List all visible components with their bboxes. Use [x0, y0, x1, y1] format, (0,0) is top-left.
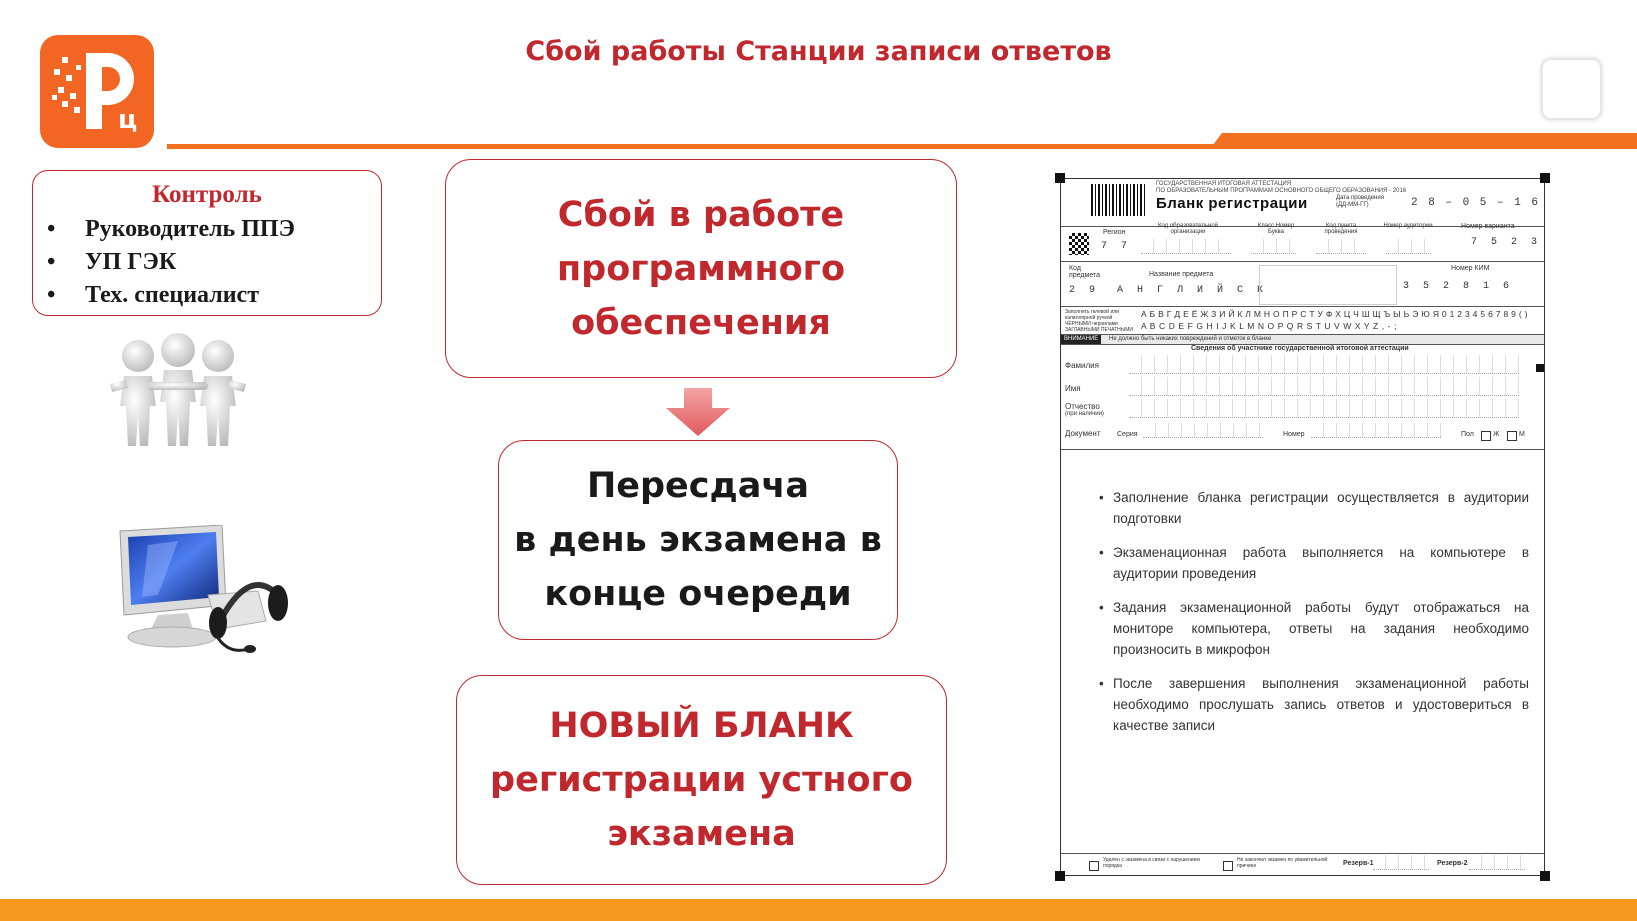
subject-name-value: А Н Г Л И Й С К — [1117, 285, 1268, 296]
form-divider — [1061, 853, 1544, 854]
sex-female-checkbox[interactable] — [1481, 431, 1491, 441]
info-title: Сведения об участнике государственной итоговой аттестации — [1191, 345, 1409, 352]
patronymic-label: Отчество — [1065, 402, 1100, 411]
arrow-down-icon — [666, 388, 730, 436]
class-cells — [1251, 239, 1296, 254]
software-failure-line: Сбой в работе — [557, 194, 845, 235]
region-label: Регион — [1103, 229, 1126, 236]
variant-label: Номер варианта — [1461, 223, 1515, 230]
sex-male-label: М — [1519, 431, 1525, 438]
form-header — [1061, 179, 1544, 227]
subject-code-label: Код предмета — [1069, 265, 1101, 279]
retake-line: конце очереди — [544, 574, 852, 614]
surname-label: Фамилия — [1065, 361, 1099, 370]
logo-sub-letter: ц — [118, 105, 138, 135]
room-label: Номер аудитории — [1383, 223, 1433, 229]
software-failure-line: программного — [556, 248, 845, 289]
software-failure-line: обеспечения — [571, 302, 831, 343]
reserve-2-label: Резерв-2 — [1437, 860, 1468, 867]
exam-date: 2 8 – 0 5 – 1 6 — [1411, 197, 1541, 209]
removed-checkbox[interactable] — [1089, 861, 1099, 871]
form-small-line: ГОСУДАРСТВЕННАЯ ИТОГОВАЯ АТТЕСТАЦИЯ — [1156, 181, 1292, 187]
reserve-2-cells — [1469, 855, 1525, 870]
kim-value: 3 5 2 8 1 6 — [1403, 281, 1514, 292]
list-item: • Задания экзаменационной работы будут отображаться на мониторе компьютера, ответы на задания необходимо произносить в микрофон — [1099, 597, 1529, 660]
header-divider — [167, 144, 1637, 149]
series-input[interactable] — [1143, 423, 1263, 438]
list-item: • Тех. специалист — [47, 282, 259, 308]
team-people-icon — [108, 332, 248, 450]
form-divider — [1061, 261, 1544, 262]
region-value: 7 7 — [1101, 241, 1132, 252]
list-item: • Экзаменационная работа выполняется на компьютере в аудитории проведения — [1099, 542, 1529, 584]
subject-code-value: 2 9 — [1069, 285, 1100, 296]
variant-value: 7 5 2 3 — [1471, 237, 1542, 248]
reserve-1-cells — [1373, 855, 1429, 870]
date-label: Дата проведения (ДД-ММ-ГГ) — [1336, 195, 1384, 208]
side-marker-icon — [1536, 364, 1544, 372]
point-cells — [1316, 239, 1366, 254]
computer-headset-icon — [118, 525, 298, 675]
number-label: Номер — [1283, 431, 1305, 438]
series-label: Серия — [1117, 431, 1138, 438]
form-notes — [1099, 487, 1529, 749]
new-form-line: регистрации устного — [490, 760, 913, 800]
control-panel — [32, 170, 382, 316]
barcode-icon — [1091, 184, 1147, 216]
corner-marker-icon — [1540, 871, 1550, 881]
room-cells — [1386, 239, 1431, 254]
retake-line: Пересдача — [586, 466, 810, 506]
unfinished-checkbox[interactable] — [1223, 861, 1233, 871]
new-form-line: экзамена — [607, 814, 796, 854]
form-org-text — [1156, 181, 1406, 195]
patronymic-input[interactable] — [1129, 399, 1519, 418]
qr-code-icon — [1069, 233, 1089, 255]
form-title: Бланк регистрации — [1156, 195, 1308, 212]
document-label: Документ — [1065, 429, 1101, 438]
new-form-box — [456, 675, 947, 885]
list-item: • После завершения выполнения экзаменационной работы необходимо прослушать запись ответов и удостовериться в качестве записи — [1099, 673, 1529, 736]
sex-female-label: Ж — [1493, 431, 1500, 438]
patronymic-note: (при наличии) — [1065, 411, 1104, 417]
list-item: • УП ГЭК — [47, 249, 177, 275]
subject-name-label: Название предмета — [1149, 271, 1214, 278]
registration-form — [1060, 178, 1545, 876]
sample-cyrillic: А Б В Г Д Е Ё Ж З И Й К Л М Н О П Р С Т У Ф Х Ц Ч Ш Щ Ъ Ы Ь Э Ю Я 0 1 2 3 4 5 6 7 8 9 ( ) — [1141, 309, 1528, 319]
new-form-line: НОВЫЙ БЛАНК — [549, 706, 854, 746]
list-item: • Руководитель ППЭ — [47, 216, 295, 242]
number-input[interactable] — [1311, 423, 1441, 438]
class-label: Класс Номер Буква — [1257, 223, 1295, 235]
bottom-bar — [0, 899, 1637, 921]
surname-input[interactable] — [1129, 355, 1519, 374]
sample-latin: A B C D E F G H I J K L M N O P Q R S T U V W X Y Z , - ; — [1141, 321, 1398, 331]
control-heading: Контроль — [152, 181, 262, 208]
point-label: Код пункта проведения — [1324, 223, 1358, 235]
reserve-1-label: Резерв-1 — [1343, 860, 1374, 867]
org-label: Код образовательной организации — [1157, 223, 1219, 235]
corner-button[interactable] — [1541, 58, 1602, 120]
form-divider — [1061, 306, 1544, 307]
org-cells — [1141, 239, 1231, 254]
form-divider — [1061, 449, 1544, 450]
removed-label: Удален с экзамена в связи с нарушением порядка — [1103, 857, 1200, 869]
attention-text: Не должно быть никаких повреждений и отметок в бланке — [1109, 336, 1272, 342]
list-item: • Заполнение бланка регистрации осуществляется в аудитории подготовки — [1099, 487, 1529, 529]
sex-male-checkbox[interactable] — [1507, 431, 1517, 441]
form-small-line: ПО ОБРАЗОВАТЕЛЬНЫМ ПРОГРАММАМ ОСНОВНОГО ОБЩЕГО ОБРАЗОВАНИЯ - 2016 — [1156, 188, 1407, 194]
name-label: Имя — [1065, 384, 1081, 393]
control-list — [47, 213, 295, 312]
sex-label: Пол — [1461, 431, 1474, 438]
retake-line: в день экзамена в — [514, 520, 882, 560]
kim-label: Номер КИМ — [1451, 265, 1490, 272]
corner-marker-icon — [1055, 871, 1065, 881]
retake-box — [498, 440, 898, 640]
signature-box — [1259, 265, 1397, 305]
software-failure-box — [445, 159, 957, 378]
sample-label: Заполнять гелевой или капиллярной ручкой ЧЁРНЫМИ чернилами ЗАГЛАВНЫМИ ПЕЧАТНЫМИ — [1065, 309, 1133, 333]
attention-bar — [1061, 334, 1544, 345]
page-title: Сбой работы Станции записи ответов — [525, 36, 1112, 67]
unfinished-label: Не закончил экзамен по уважительной причине — [1237, 857, 1328, 869]
attention-label: ВНИМАНИЕ — [1061, 335, 1101, 344]
name-input[interactable] — [1129, 377, 1519, 396]
